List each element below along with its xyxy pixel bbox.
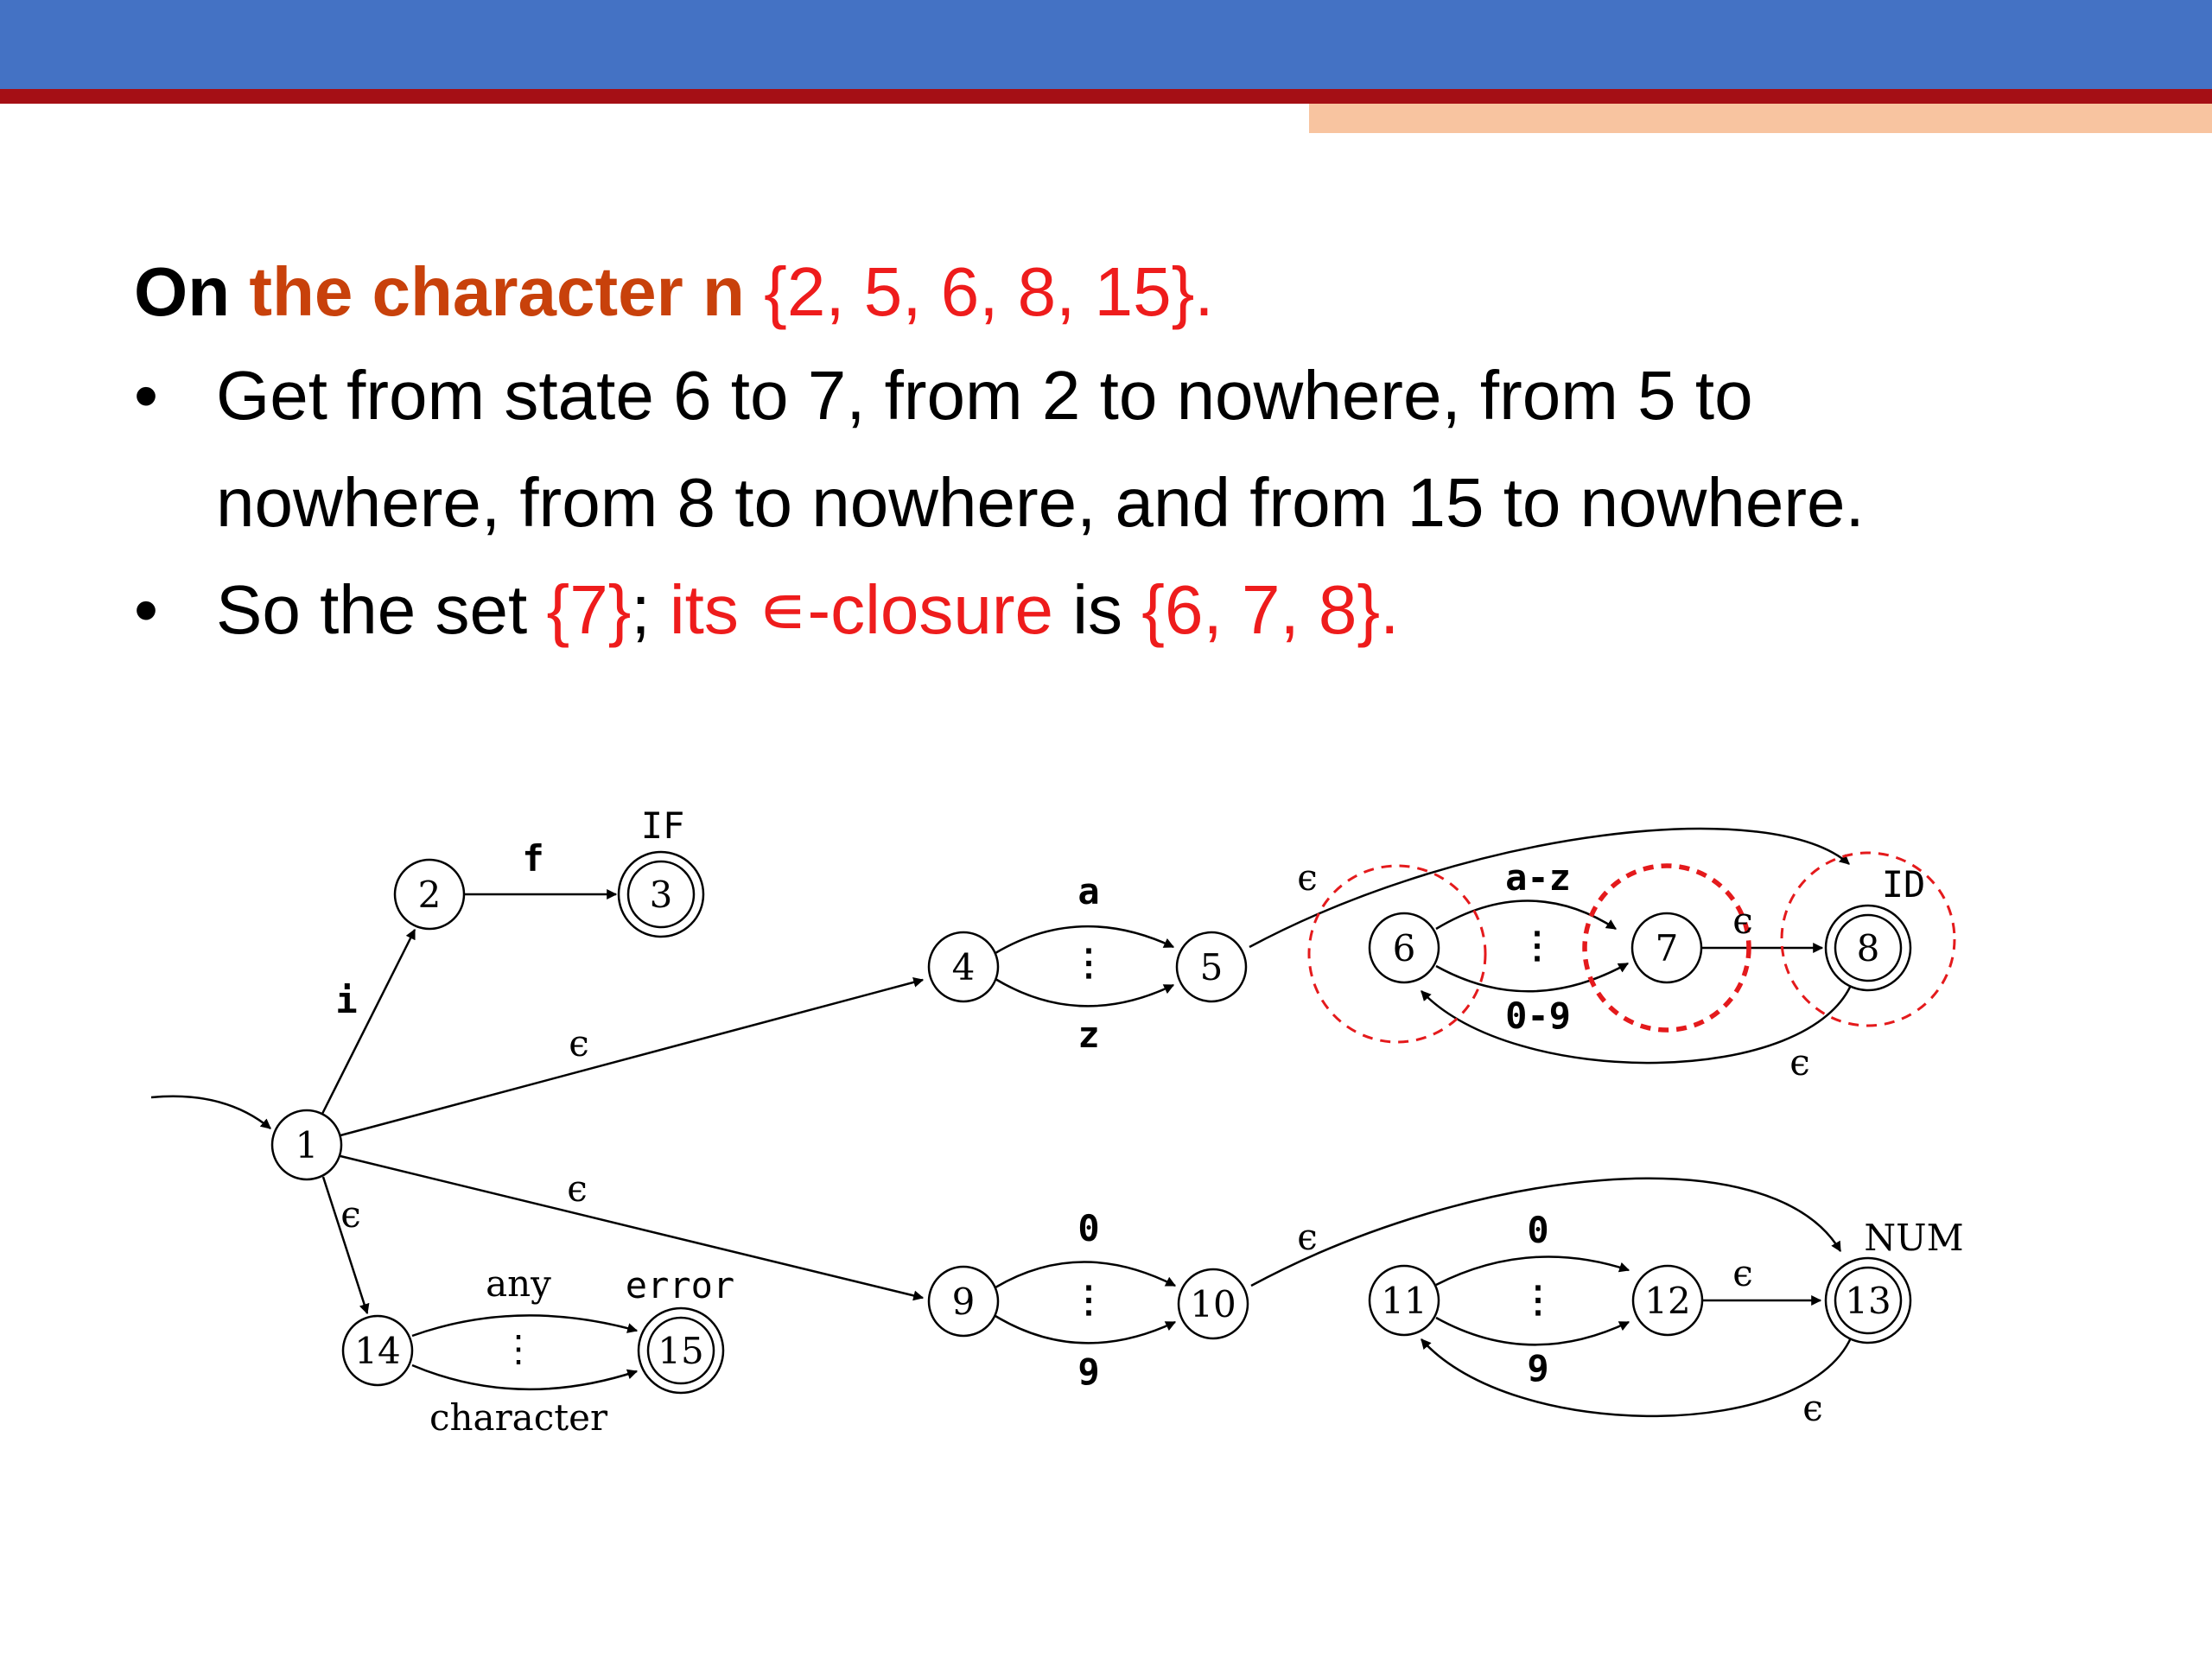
label-i: i — [335, 979, 358, 1021]
bullet-2-closure-label: its ∊-closure — [669, 571, 1054, 648]
state-3-label: 3 — [649, 874, 673, 916]
label-eps-7-8: ϵ — [1732, 899, 1753, 942]
label-eps-5-8: ϵ — [1297, 856, 1318, 899]
token-num: NUM — [1864, 1217, 1964, 1259]
label-0-9: 0-9 — [1505, 995, 1571, 1037]
bullet-dot: • — [134, 357, 159, 434]
bullet-1-line-1: Get from state 6 to 7, from 2 to nowhere, from 5 to — [216, 357, 1753, 434]
bullet-2-text-e: is — [1053, 571, 1142, 648]
heading-character: the character n — [249, 253, 745, 330]
label-9-9-10: 9 — [1077, 1351, 1100, 1393]
edge-6-7-bottom — [1436, 963, 1628, 991]
label-eps-1-4: ϵ — [569, 1022, 589, 1065]
token-error: error — [625, 1264, 735, 1306]
edge-1-2 — [322, 930, 415, 1114]
state-2-label: 2 — [417, 874, 442, 916]
state-8-label: 8 — [1856, 927, 1880, 969]
state-11-label: 11 — [1381, 1280, 1427, 1322]
state-1-label: 1 — [295, 1124, 319, 1166]
label-character: character — [429, 1396, 608, 1439]
state-7-label: 7 — [1655, 927, 1679, 969]
label-f: f — [522, 837, 544, 880]
label-eps-1-9: ϵ — [567, 1167, 588, 1210]
state-6-label: 6 — [1392, 927, 1416, 969]
bullet-2-closure-set: {6, 7, 8}. — [1141, 571, 1400, 648]
edge-1-4 — [340, 980, 923, 1135]
edge-8-6 — [1421, 979, 1853, 1063]
edge-11-12-bottom — [1436, 1318, 1629, 1344]
token-id: ID — [1881, 863, 1926, 906]
bullet-2-text-c: ; — [631, 571, 670, 648]
label-0-11-12: 0 — [1527, 1209, 1549, 1251]
state-9-label: 9 — [951, 1281, 976, 1323]
state-10-label: 10 — [1190, 1283, 1236, 1325]
label-vdots-4-5: ⋮ — [1071, 941, 1107, 983]
state-4-label: 4 — [951, 946, 976, 988]
label-a-z: a-z — [1505, 856, 1571, 899]
label-vdots-14-15: ⋮ — [500, 1327, 537, 1370]
label-eps-8-6: ϵ — [1789, 1041, 1810, 1084]
token-labels — [626, 804, 1964, 1306]
bullet-2-text-a: So the set — [216, 571, 547, 648]
label-eps-13-11: ϵ — [1802, 1387, 1823, 1429]
heading-on: On — [134, 253, 231, 330]
label-a: a — [1077, 870, 1100, 912]
state-13-label: 13 — [1845, 1280, 1891, 1322]
state-14-label: 14 — [354, 1330, 401, 1372]
label-any: any — [486, 1262, 551, 1305]
state-15-label: 15 — [658, 1330, 704, 1372]
label-z: z — [1077, 1014, 1100, 1056]
label-9-11-12: 9 — [1527, 1347, 1549, 1389]
state-5-label: 5 — [1199, 946, 1224, 988]
heading-set: {2, 5, 6, 8, 15}. — [764, 253, 1214, 330]
label-vdots-9-10: ⋮ — [1071, 1278, 1107, 1320]
label-0-9-10: 0 — [1077, 1207, 1100, 1249]
label-vdots-6-7: ⋮ — [1519, 924, 1555, 966]
label-eps-12-13: ϵ — [1732, 1252, 1753, 1294]
label-eps-10-13: ϵ — [1297, 1216, 1318, 1258]
bullet-2-set: {7} — [546, 571, 632, 648]
edge-13-11 — [1421, 1332, 1853, 1416]
bullet-dot: • — [134, 571, 159, 648]
label-vdots-11-12: ⋮ — [1520, 1278, 1556, 1320]
label-eps-1-14: ϵ — [340, 1193, 361, 1236]
edge-start-1 — [151, 1096, 270, 1128]
bullet-1-line-2: nowhere, from 8 to nowhere, and from 15 to nowhere. — [216, 464, 1865, 541]
token-if: IF — [640, 804, 685, 847]
state-12-label: 12 — [1644, 1280, 1691, 1322]
